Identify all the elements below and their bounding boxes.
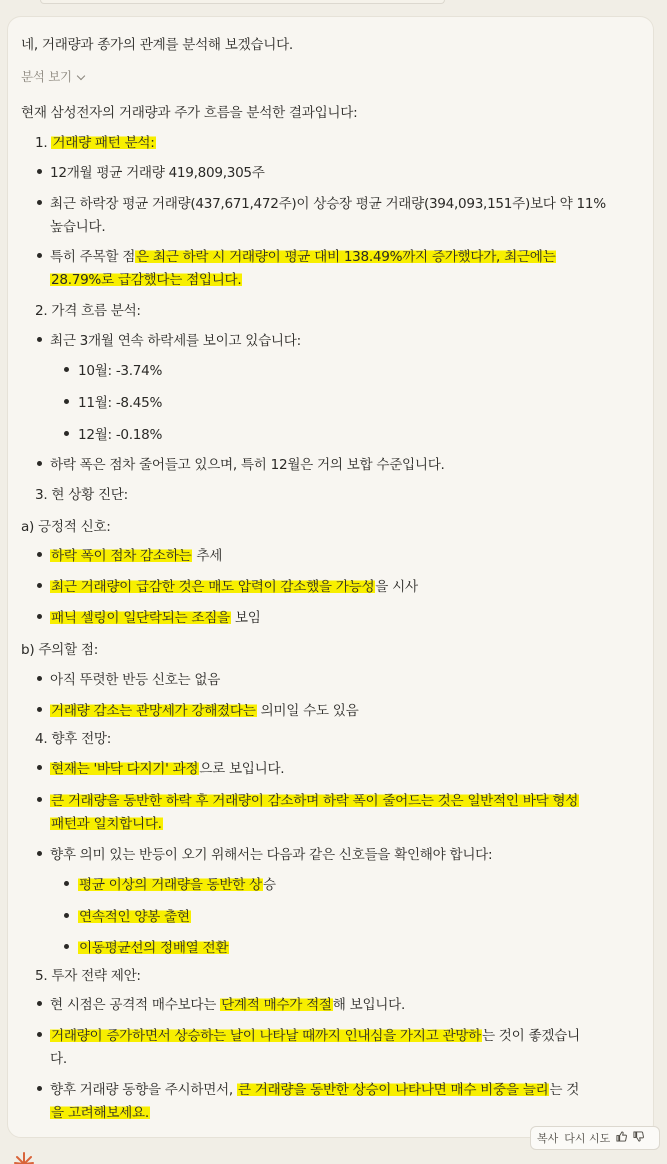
text: 으로 보입니다. [199, 761, 285, 777]
bullet [37, 765, 42, 770]
text: 현 시점은 공격적 매수보다는 [50, 997, 221, 1013]
section-5-number: 5. [35, 968, 48, 984]
positive-signal-1 [50, 544, 222, 564]
bullet [37, 707, 42, 712]
section-5-bullet-1 [50, 993, 405, 1013]
highlight: 거래량 감소는 관망세가 강해졌다는 [51, 703, 256, 719]
section-5-heading [35, 964, 141, 984]
section-2-sub-3: 12월: -0.18% [78, 427, 163, 443]
bullet [37, 1086, 42, 1091]
previous-message-edge [40, 0, 445, 4]
highlight: 이동평균선의 정배열 전환 [79, 940, 229, 956]
section-2-bullet-1: 최근 3개월 연속 하락세를 보이고 있습니다: [50, 333, 301, 349]
message-actions [530, 1126, 660, 1150]
bullet [37, 461, 42, 466]
text: 는 것 [549, 1082, 580, 1098]
section-4-heading [35, 727, 111, 747]
sub-bullet [64, 367, 69, 372]
sub-bullet [64, 431, 69, 436]
bullet [37, 1001, 42, 1006]
section-5-bullet-3-line-2 [50, 1101, 150, 1121]
section-1-bullet-3-highlight-2: 28.79%로 급감했다는 점입니다. [51, 272, 242, 288]
section-5-title: 투자 전략 제안: [51, 968, 141, 984]
text: 보임 [230, 610, 261, 626]
section-1-bullet-3-highlight-1: 은 최근 하락 시 거래량이 평균 대비 138.49%까지 증가했다가, 최근에는 [136, 249, 556, 265]
analysis-toggle[interactable] [21, 67, 84, 85]
text: 해 보입니다. [332, 997, 405, 1013]
section-2-title: 가격 흐름 분석: [51, 303, 141, 319]
highlight: 평균 이상의 거래량을 동반한 상 [79, 877, 262, 893]
analysis-lead: 현재 삼성전자의 거래량과 주가 흐름을 분석한 결과입니다: [21, 105, 358, 121]
section-1-title: 거래량 패턴 분석: [52, 135, 155, 151]
bullet [37, 614, 42, 619]
bullet [37, 851, 42, 856]
thumbs-up-icon [616, 1131, 627, 1142]
text: 승 [262, 877, 276, 893]
highlight: 단계적 매수가 적절 [221, 997, 332, 1013]
bullet [37, 552, 42, 557]
section-1-bullet-3-line-2 [50, 268, 242, 288]
section-3-number: 3. [35, 487, 48, 503]
section-3-heading [35, 483, 128, 503]
section-2-number: 2. [35, 303, 48, 319]
thumbs-down-icon [633, 1131, 644, 1142]
text: 의미일 수도 있음 [256, 703, 359, 719]
text: 추세 [192, 548, 223, 564]
caution-2 [50, 699, 358, 719]
bullet [37, 253, 42, 258]
section-4-bullet-2-line-2 [50, 812, 163, 832]
bullet [37, 169, 42, 174]
sub-bullet [64, 913, 69, 918]
highlight: 현재는 '바닥 다지기' 과정 [51, 761, 199, 777]
highlight: 거래량이 증가하면서 상승하는 날이 나타날 때까지 인내심을 가지고 관망하 [51, 1028, 481, 1044]
section-2-heading [35, 299, 141, 319]
positive-signals-heading: a) 긍정적 신호: [21, 519, 111, 535]
section-1-number: 1. [35, 135, 48, 151]
highlight: 패닉 셀링이 일단락되는 조짐을 [51, 610, 230, 626]
text: 향후 거래량 동향을 주시하면서, [50, 1082, 237, 1098]
caution-1: 아직 뚜렷한 반등 신호는 없음 [50, 672, 221, 688]
caution-heading: b) 주의할 점: [21, 642, 98, 658]
section-4-title: 향후 전망: [51, 731, 112, 747]
section-2-bullet-2: 하락 폭은 점차 줄어들고 있으며, 특히 12월은 거의 보합 수준입니다. [50, 457, 445, 473]
assistant-message [7, 16, 654, 1138]
section-4-sub-1 [78, 873, 276, 893]
highlight: 큰 거래량을 동반한 하락 후 거래량이 감소하며 하락 폭이 줄어드는 것은 일반적인 바닥 형성 [51, 793, 579, 809]
section-2-sub-1: 10월: -3.74% [78, 363, 163, 379]
section-4-bullet-2-line-1 [50, 789, 579, 809]
section-1-bullet-3-line-1 [50, 245, 556, 265]
highlight: 패턴과 일치합니다. [51, 816, 162, 832]
section-4-sub-3 [78, 936, 229, 956]
section-1-bullet-3-prefix: 특히 주목할 점 [50, 249, 136, 265]
positive-signal-2 [50, 575, 418, 595]
highlight: 하락 폭이 점차 감소하는 [51, 548, 192, 564]
thumbs-down-button[interactable] [633, 1131, 644, 1145]
thumbs-up-button[interactable] [616, 1131, 627, 1145]
section-5-bullet-3-line-1 [50, 1078, 579, 1098]
sub-bullet [64, 399, 69, 404]
sub-bullet [64, 944, 69, 949]
highlight: 을 고려해보세요. [51, 1105, 149, 1121]
section-1-bullet-2-line-2: 높습니다. [50, 219, 106, 235]
section-4-number: 4. [35, 731, 48, 747]
section-4-sub-2 [78, 905, 191, 925]
bullet [37, 200, 42, 205]
bullet [37, 1032, 42, 1037]
section-1-heading [35, 131, 156, 151]
section-3-title: 현 상황 진단: [51, 487, 128, 503]
highlight: 연속적인 양봉 출현 [79, 909, 190, 925]
section-1-bullet-2-line-1: 최근 하락장 평균 거래량(437,671,472주)이 상승장 평균 거래량(394,093,151주)보다 약 11% [50, 196, 606, 212]
highlight: 큰 거래량을 동반한 상승이 나타나면 매수 비중을 늘리 [237, 1082, 549, 1098]
positive-signal-3 [50, 606, 261, 626]
section-4-bullet-3: 향후 의미 있는 반등이 오기 위해서는 다음과 같은 신호들을 확인해야 합니다: [50, 847, 493, 863]
text: 는 것이 좋겠습니 [481, 1028, 580, 1044]
retry-button[interactable]: 다시 시도 [564, 1132, 611, 1145]
section-5-bullet-2-line-2: 다. [50, 1051, 67, 1067]
sub-bullet [64, 881, 69, 886]
analysis-toggle-label: 분석 보기 [21, 69, 72, 84]
section-1-bullet-1: 12개월 평균 거래량 419,809,305주 [50, 165, 265, 181]
copy-button[interactable]: 복사 [537, 1132, 559, 1145]
bullet [37, 337, 42, 342]
text: 을 시사 [375, 579, 418, 595]
bullet [37, 676, 42, 681]
section-4-bullet-1 [50, 757, 284, 777]
bullet [37, 797, 42, 802]
chevron-down-icon [77, 72, 85, 80]
section-2-sub-2: 11월: -8.45% [78, 395, 163, 411]
highlight: 최근 거래량이 급감한 것은 매도 압력이 감소했을 가능성 [51, 579, 375, 595]
bullet [37, 583, 42, 588]
intro-text: 네, 거래량과 종가의 관계를 분석해 보겠습니다. [21, 37, 293, 53]
section-5-bullet-2-line-1 [50, 1024, 580, 1044]
